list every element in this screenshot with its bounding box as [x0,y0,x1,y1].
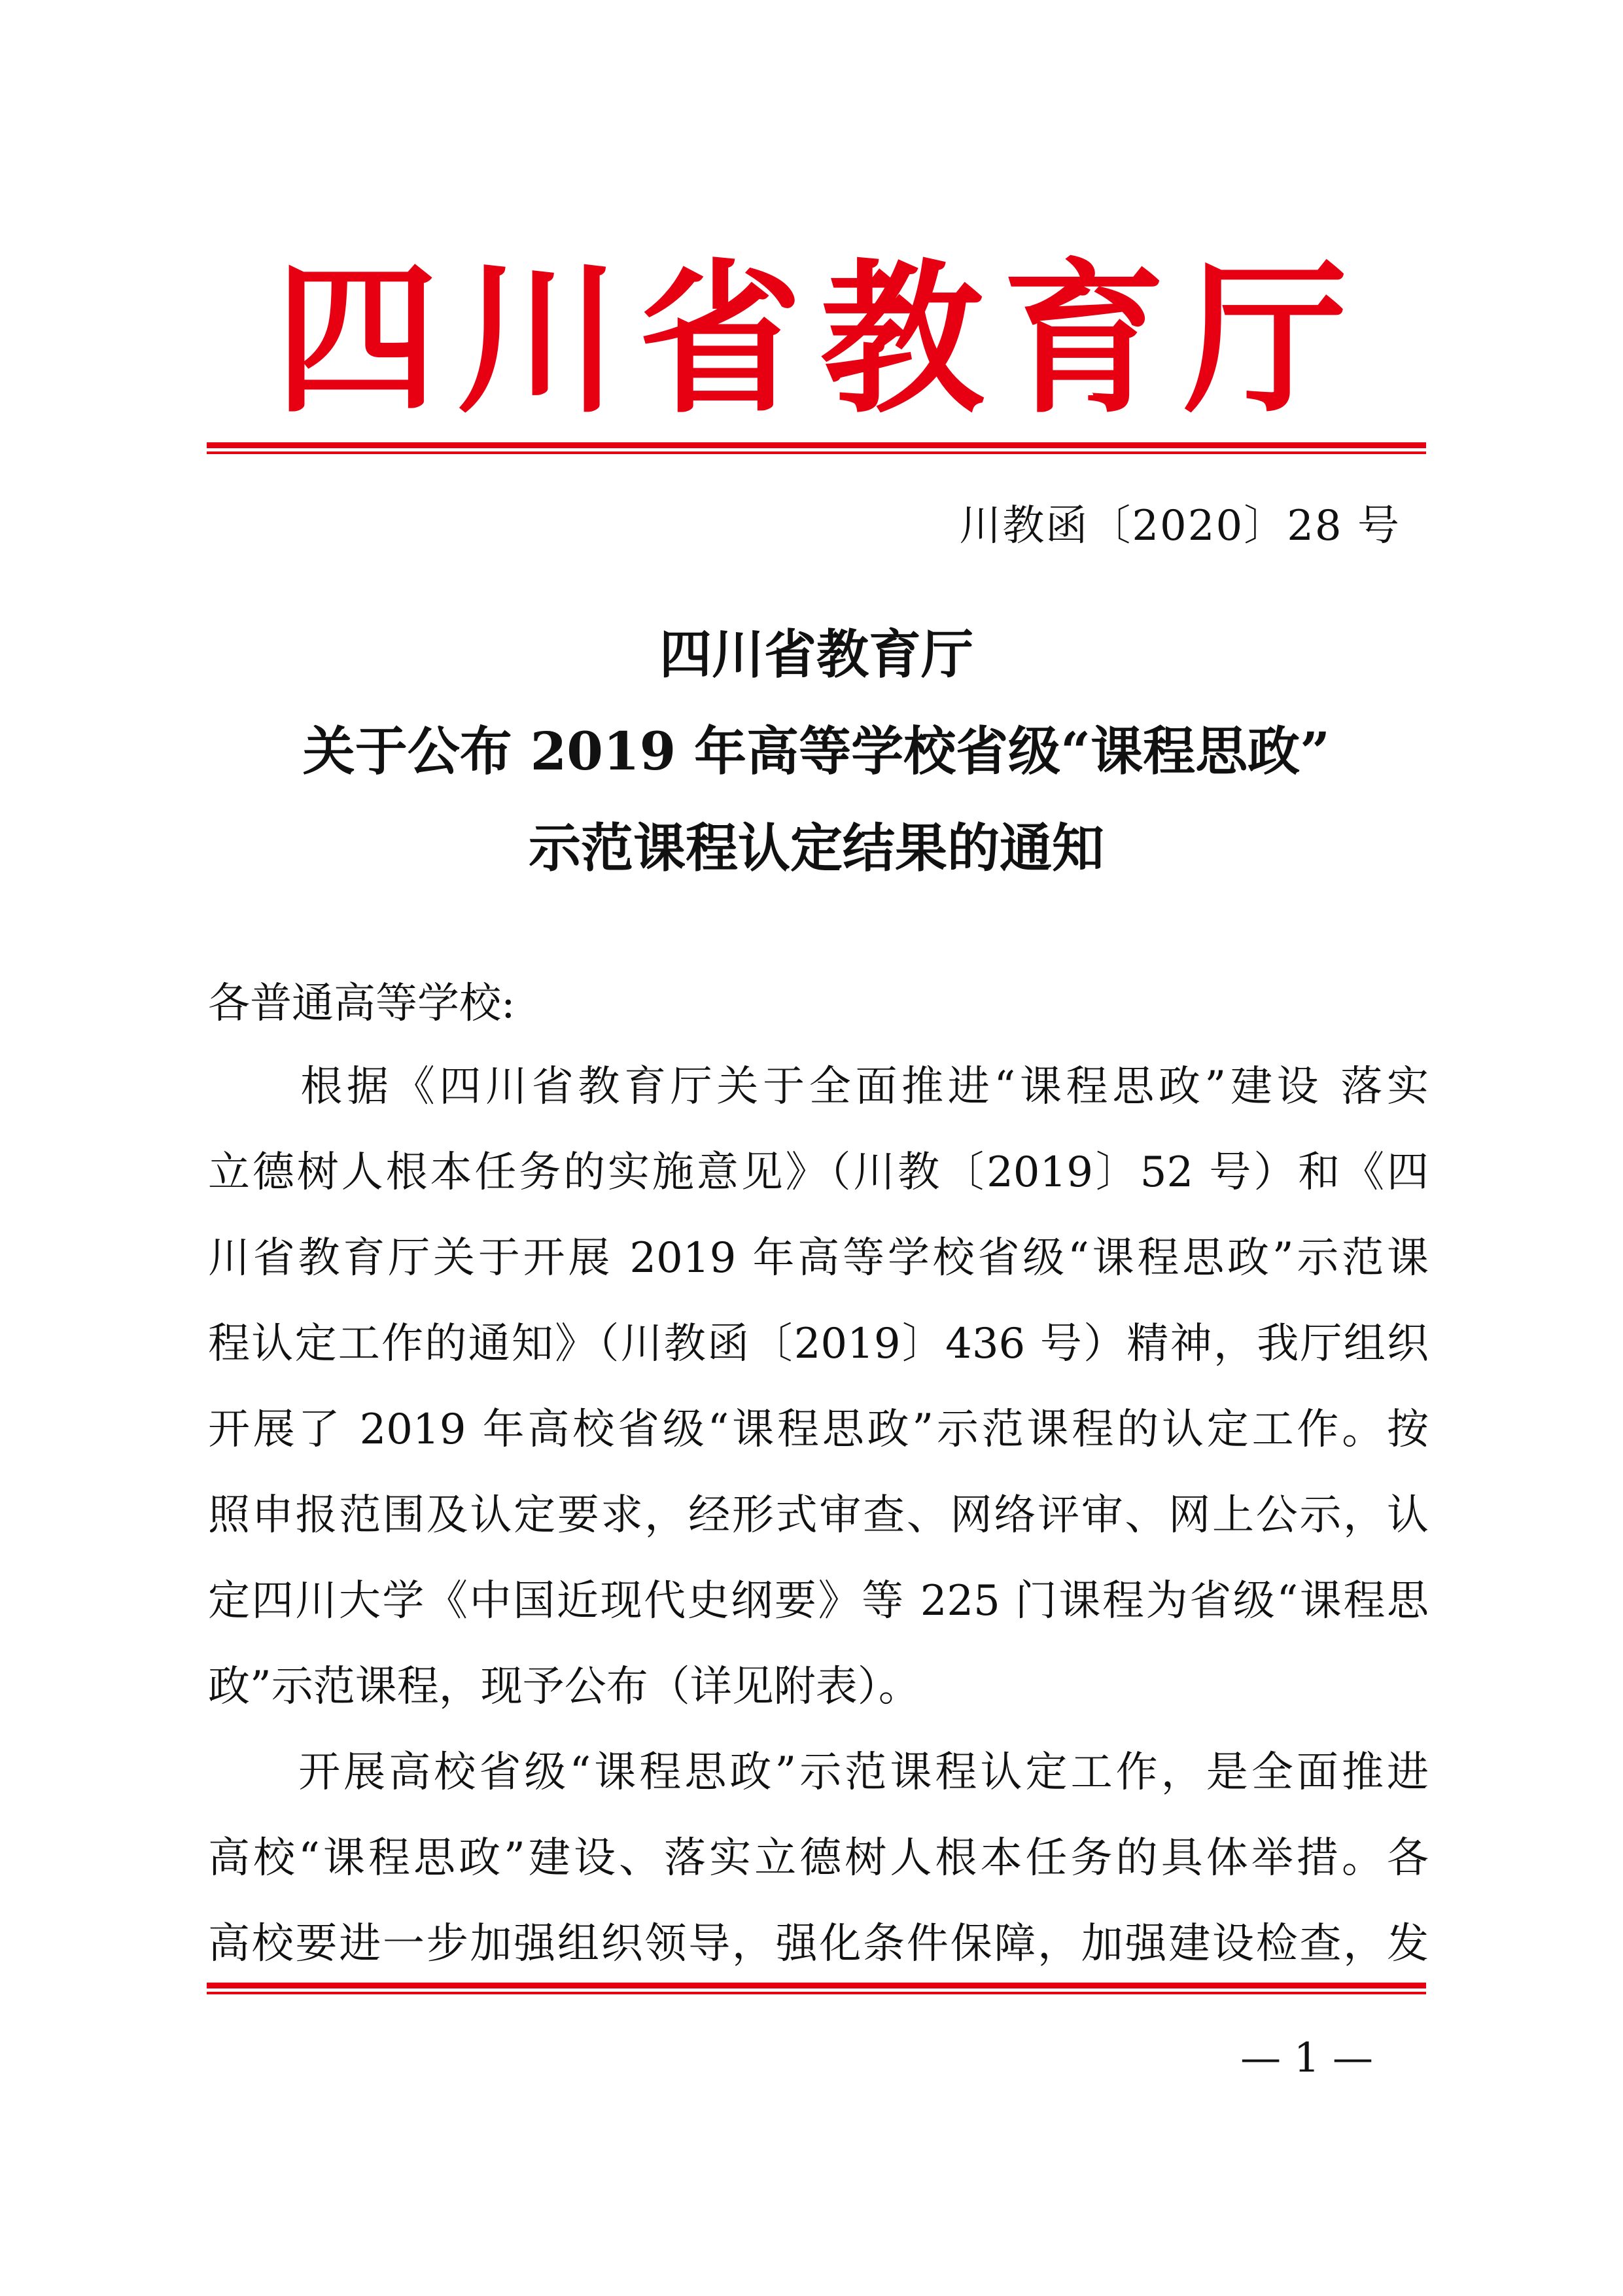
masthead-char: 川 [457,245,620,435]
paragraph-line: 高校要进一步加强组织领导，强化条件保障，加强建设检查，发 [208,1920,1429,1968]
paragraph-line: 程认定工作的通知》（川教函〔2019〕436 号）精神，我厅组织 [208,1320,1429,1368]
paragraph-line: 根据《四川省教育厅关于全面推进“课程思政”建设 落实 [208,1063,1429,1111]
masthead-char: 省 [638,245,802,435]
masthead-char: 育 [1002,245,1166,435]
paragraph-line: 开展了 2019 年高校省级“课程思政”示范课程的认定工作。按 [208,1405,1429,1454]
paragraph-line: 照申报范围及认定要求，经形式审查、网络评审、网上公示，认 [208,1491,1429,1540]
paragraph-line: 政”示范课程，现予公布（详见附表）。 [208,1663,920,1711]
masthead-char: 厅 [1184,245,1348,435]
masthead-char: 教 [820,245,984,435]
document-title-line-1: 四川省教育厅 [659,624,973,685]
paragraph-line: 开展高校省级“课程思政”示范课程认定工作，是全面推进 [208,1748,1429,1797]
document-title-line-2: 关于公布 2019 年高等学校省级“课程思政” [302,720,1331,782]
paragraph-line: 川省教育厅关于开展 2019 年高等学校省级“课程思政”示范课 [208,1234,1429,1282]
paragraph-line: 高校“课程思政”建设、落实立德树人根本任务的具体举措。各 [208,1834,1429,1882]
paragraph-line: 定四川大学《中国近现代史纲要》等 225 门课程为省级“课程思 [208,1577,1429,1625]
footer-red-divider [207,1983,1426,1994]
document-number: 川教函〔2020〕28 号 [959,502,1401,550]
body-paragraph-2 [208,1730,1429,1987]
body-paragraph-1 [208,1044,1429,1730]
page-number: — 1 — [1240,2034,1373,2081]
masthead-title [275,245,1348,435]
salutation: 各普通高等学校: [208,980,515,1028]
masthead-char: 四 [275,245,438,435]
paragraph-line: 立德树人根本任务的实施意见》（川教〔2019〕52 号）和《四 [208,1148,1429,1197]
masthead-red-divider [207,442,1426,454]
document-title-line-3: 示范课程认定结果的通知 [529,817,1104,879]
